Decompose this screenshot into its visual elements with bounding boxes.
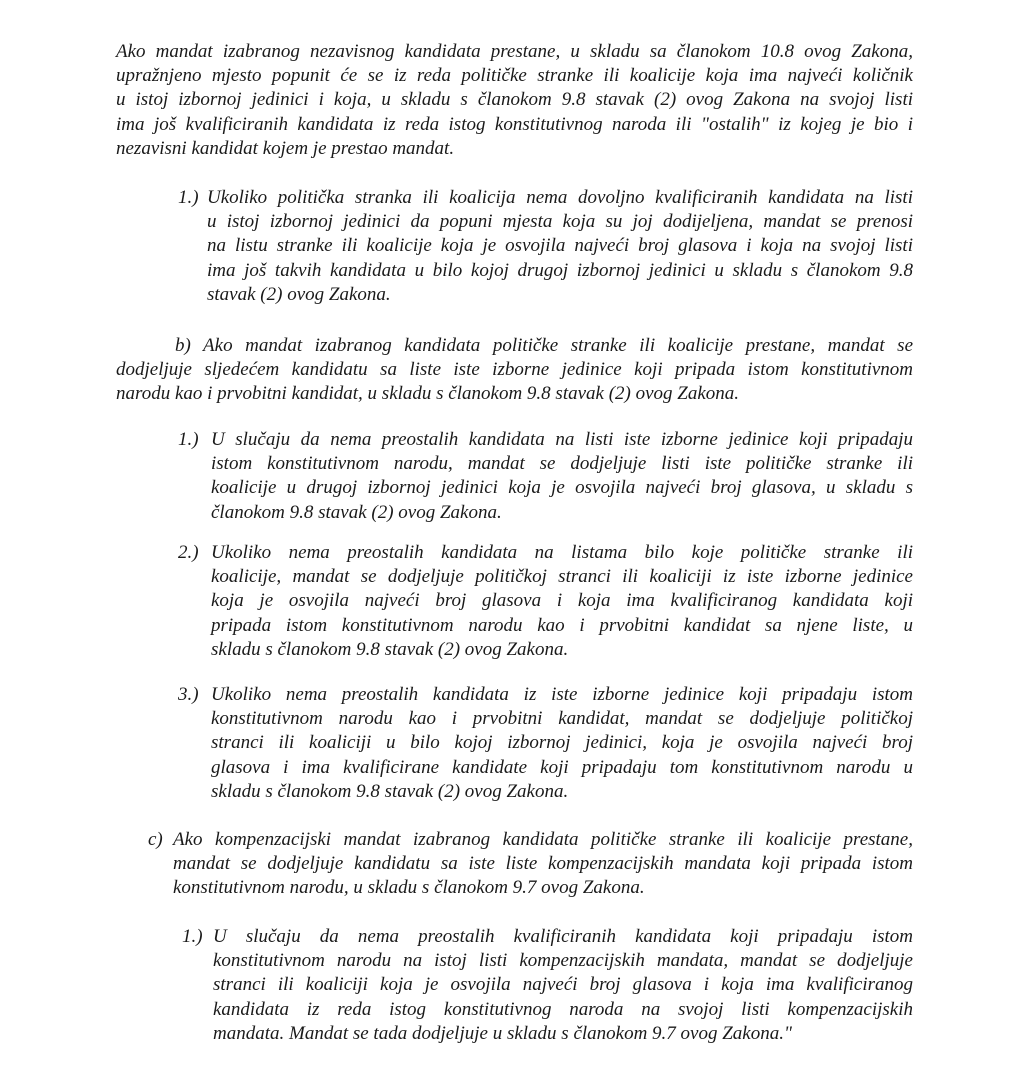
text-line: u istoj izbornoj jedinici da popuni mjesta koja su joj dodijeljena, mandat se prenosi	[207, 211, 913, 233]
text-line: članokom 9.8 stavak (2) ovog Zakona.	[211, 501, 502, 523]
text-line: konstitutivnom narodu, u skladu s članokom 9.7 ovog Zakona.	[173, 877, 645, 899]
text-line: dodjeljuje sljedećem kandidatu sa liste iste izborne jedinice koji pripada istom konstitutivnom	[116, 359, 913, 381]
text-line: Ako kompenzacijski mandat izabranog kandidata političke stranke ili koalicije prestane,	[173, 829, 913, 850]
text-line: stranci ili koaliciji u bilo kojoj izbornoj jedinici, koja je osvojila najveći broj	[211, 732, 913, 754]
section-b-paragraph	[116, 334, 913, 407]
text-line: kandidata iz reda istog konstitutivnog naroda na svojoj listi kompenzacijskih	[213, 998, 913, 1020]
list-marker: 2.)	[178, 542, 199, 563]
text-line: U slučaju da nema preostalih kvalificiranih kandidata koji pripadaju istom	[213, 926, 913, 947]
text-line: konstitutivnom narodu na istoj listi kompenzacijskih mandata, mandat se dodjeljuje	[213, 950, 913, 972]
list-marker: 1.)	[178, 429, 199, 450]
text-line: nezavisni kandidat kojem je prestao mandat.	[116, 137, 455, 159]
text-line: skladu s članokom 9.8 stavak (2) ovog Zakona.	[211, 780, 569, 802]
text-line: ima još takvih kandidata u bilo kojoj drugoj izbornoj jedinici u skladu s članokom 9.8	[207, 259, 913, 281]
text-line: koalicije u drugoj izbornoj jedinici koja je osvojila najveći broj glasova, u skladu s	[211, 477, 913, 499]
text-line: mandat se dodjeljuje kandidatu sa iste liste kompenzacijskih mandata koji pripada istom	[173, 853, 913, 875]
text-line: ima još kvalificiranih kandidata iz reda istog konstitutivnog naroda ili "ostalih" iz kojeg je bio i	[116, 113, 913, 135]
text-line: upražnjeno mjesto popunit će se iz reda političke stranke ili koalicije koja ima najveći količnik	[116, 65, 913, 87]
text-line: stranci ili koaliciji koja je osvojila najveći broj glasova i koja ima kvalificiranog	[213, 974, 913, 996]
section-b-list-item-3	[178, 683, 913, 804]
text-line: mandata. Mandat se tada dodjeljuje u skladu s članokom 9.7 ovog Zakona."	[213, 1022, 792, 1044]
text-line: koja je osvojila najveći broj glasova i koja ima kvalificiranog kandidata koji	[211, 590, 913, 612]
list-marker: 3.)	[178, 684, 199, 705]
list-marker: 1.)	[182, 926, 203, 947]
text-line: istom konstitutivnom narodu, mandat se dodjeljuje listi iste političke stranke ili	[211, 453, 913, 475]
text-line: stavak (2) ovog Zakona.	[207, 283, 391, 305]
section-c-paragraph	[148, 828, 913, 901]
intro-paragraph	[116, 40, 913, 161]
text-line: Ukoliko nema preostalih kandidata iz iste izborne jedinice koji pripadaju istom	[211, 684, 913, 705]
text-line: skladu s članokom 9.8 stavak (2) ovog Zakona.	[211, 638, 569, 660]
section-b-list-item-2	[178, 541, 913, 662]
text-line: na listu stranke ili koalicije koja je osvojila najveći broj glasova i koja na svojoj listi	[207, 235, 913, 257]
section-c-list-item-1	[182, 925, 913, 1046]
text-line: Ukoliko politička stranka ili koalicija nema dovoljno kvalificiranih kandidata na listi	[207, 187, 913, 208]
section-b-list-item-1	[178, 428, 913, 525]
text-line: Ukoliko nema preostalih kandidata na listama bilo koje političke stranke ili	[211, 542, 913, 563]
text-line: glasova i ima kvalificirane kandidate koji pripadaju tom konstitutivnom narodu u	[211, 756, 913, 778]
list-marker: c)	[148, 829, 163, 850]
text-line: konstitutivnom narodu kao i prvobitni kandidat, mandat se dodjeljuje političkoj	[211, 708, 913, 730]
text-line: koalicije, mandat se dodjeljuje političkoj stranci ili koaliciji iz iste izborne jedinice	[211, 566, 913, 588]
text-line: U slučaju da nema preostalih kandidata na listi iste izborne jedinice koji pripadaju	[211, 429, 913, 450]
text-line: u istoj izbornoj jedinici i koja, u skladu s članokom 9.8 stavak (2) ovog Zakona na svojoj listi	[116, 89, 913, 111]
intro-list-item-1	[178, 186, 913, 307]
text-line: Ako mandat izabranog nezavisnog kandidata prestane, u skladu sa članokom 10.8 ovog Zakona,	[116, 41, 913, 62]
text-line: pripada istom konstitutivnom narodu kao i prvobitni kandidat sa njene liste, u	[211, 614, 913, 636]
list-marker: 1.)	[178, 187, 199, 208]
text-line: b) Ako mandat izabranog kandidata političke stranke ili koalicije prestane, mandat se	[175, 335, 913, 356]
text-line: narodu kao i prvobitni kandidat, u skladu s članokom 9.8 stavak (2) ovog Zakona.	[116, 383, 740, 405]
